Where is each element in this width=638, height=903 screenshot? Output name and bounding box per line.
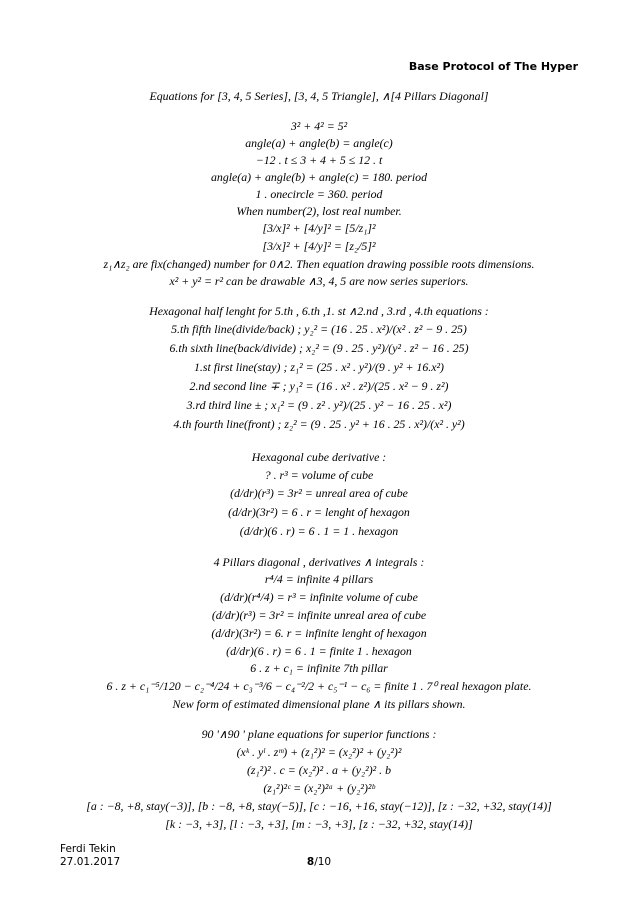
equation-line-22: (d/dr)(3r²) = 6 . r = lenght of hexagon [228, 505, 410, 519]
equation-line-18: 4.th fourth line(front) ; z₂² = (9 . 25 . y² + 16 . 25 . x²)/(x² . y²) [173, 417, 465, 431]
equation-line-30: 6 . z + c₁ = infinite 7th pillar [250, 661, 388, 675]
equation-line-23: (d/dr)(6 . r) = 6 . 1 = 1 . hexagon [239, 524, 399, 538]
equation-line-24: 4 Pillars diagonal , derivatives ∧ integrals : [213, 555, 425, 569]
equation-line-35: (z₁²)² . c = (x₂²)² . a + (y₂²)² . b [246, 763, 392, 777]
equation-line-9: [3/x]² + [4/y]² = [z₂/5]² [262, 239, 376, 253]
page-number [0, 856, 638, 869]
equation-line-16: 2.nd second line ∓ ; y₁² = (16 . x² . z²)/(25 . x² − 9 . z²) [189, 379, 449, 393]
equation-line-6: 1 . onecircle = 360. period [255, 187, 383, 201]
equation-line-21: (d/dr)(r³) = 3r² = unreal area of cube [230, 486, 408, 500]
equation-line-8: [3/x]² + [4/y]² = [5/z₁]² [262, 221, 376, 235]
page-number-total: /10 [314, 856, 332, 868]
equation-line-31: 6 . z + c₁⁻⁵/120 − c₂⁻⁴/24 + c₃⁻³/6 − c₄⁻²/2 + c₅⁻¹ − c₆ = finite 1 . 7⁰ real hexagon plate. [106, 679, 532, 693]
equation-line-33: 90 '∧90 ' plane equations for superior functions : [201, 727, 437, 741]
footer-author: Ferdi Tekin [60, 843, 116, 855]
equation-line-11: x² + y² = r² can be drawable ∧3, 4, 5 are now series superiors. [169, 274, 469, 288]
footer-date: 27.01.2017 [60, 856, 121, 868]
equation-line-12: Hexagonal half lenght for 5.th , 6.th ,1. st ∧2.nd , 3.rd , 4.th equations : [149, 304, 489, 318]
equation-line-34: (xᵏ . yˡ . zᵐ) + (z₁²)² = (x₂²)² + (y₂²)² [236, 745, 402, 759]
equation-line-32: New form of estimated dimensional plane ∧ its pillars shown. [172, 697, 466, 711]
equation-line-4: −12 . t ≤ 3 + 4 + 5 ≤ 12 . t [255, 153, 383, 167]
equation-line-7: When number(2), lost real number. [236, 204, 402, 218]
equation-line-37: [a : −8, +8, stay(−3)], [b : −8, +8, stay(−5)], [c : −16, +16, stay(−12)], [z : −32, +32, stay(14)] [86, 799, 552, 813]
equation-line-3: angle(a) + angle(b) = angle(c) [245, 136, 393, 150]
equation-line-1: Equations for [3, 4, 5 Series], [3, 4, 5 Triangle], ∧[4 Pillars Diagonal] [149, 89, 489, 103]
equation-line-26: (d/dr)(r⁴/4) = r³ = infinite volume of cube [220, 590, 418, 604]
equation-line-2: 3² + 4² = 5² [290, 119, 348, 133]
equation-line-25: r⁴/4 = infinite 4 pillars [264, 572, 374, 586]
equation-line-14: 6.th sixth line(back/divide) ; x₂² = (9 . 25 . y²)/(y² . z² − 16 . 25) [169, 341, 469, 355]
equation-line-20: ? . r³ = volume of cube [264, 468, 374, 482]
equation-line-28: (d/dr)(3r²) = 6. r = infinite lenght of hexagon [211, 626, 427, 640]
equation-line-19: Hexagonal cube derivative : [251, 450, 387, 464]
equation-line-38: [k : −3, +3], [l : −3, +3], [m : −3, +3], [z : −32, +32, stay(14)] [165, 817, 473, 831]
equation-line-5: angle(a) + angle(b) + angle(c) = 180. period [210, 170, 428, 184]
equation-line-36: (z₁²)²ᶜ = (x₂²)²ᵃ + (y₂²)²ᵇ [263, 781, 375, 795]
page-header-title: Base Protocol of The Hyper [408, 60, 578, 73]
equation-line-10: z₁∧z₂ are fix(changed) number for 0∧2. Then equation drawing possible roots dimensions. [103, 257, 535, 271]
page-number-current: 8 [306, 856, 315, 868]
equation-line-17: 3.rd third line ± ; x₁² = (9 . z² . y²)/(25 . y² − 16 . 25 . x²) [186, 398, 452, 412]
equation-line-15: 1.st first line(stay) ; z₁² = (25 . x² . y²)/(9 . y² + 16.x²) [193, 360, 444, 374]
equation-line-13: 5.th fifth line(divide/back) ; y₂² = (16 . 25 . x²)/(x² . z² − 9 . 25) [171, 322, 467, 336]
equation-line-29: (d/dr)(6 . r) = 6 . 1 = finite 1 . hexagon [226, 644, 412, 658]
equation-line-27: (d/dr)(r³) = 3r² = infinite unreal area of cube [211, 608, 427, 622]
